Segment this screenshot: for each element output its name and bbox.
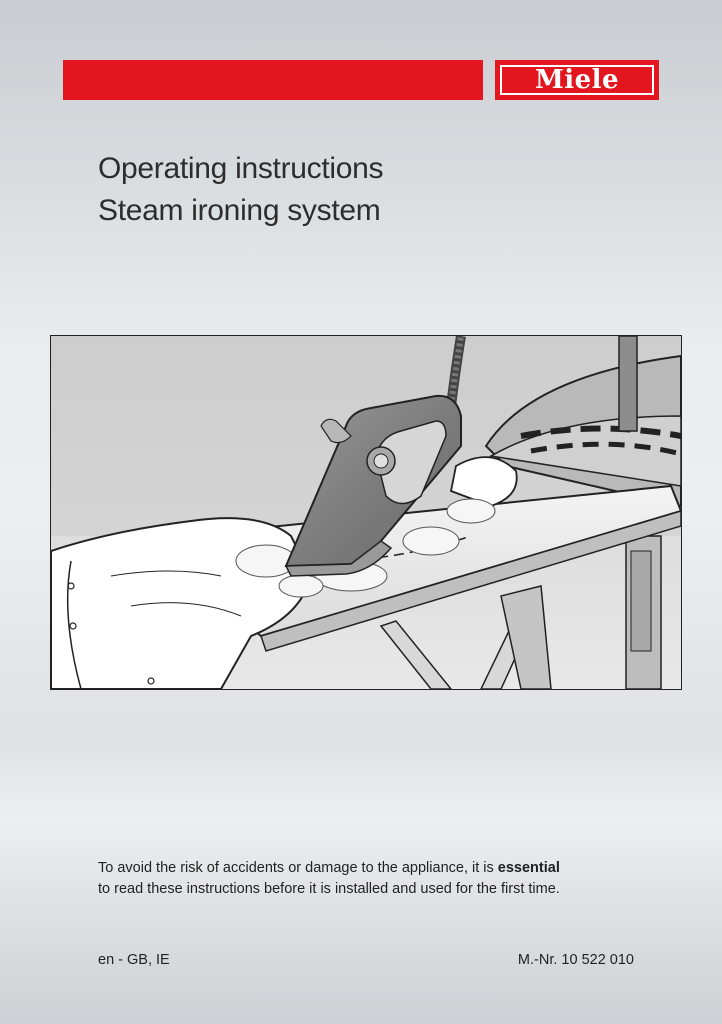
title-line-1: Operating instructions [98,152,384,185]
language-code: en - GB, IE [98,952,170,968]
material-number: M.-Nr. 10 522 010 [517,952,634,968]
warning-text-start: To avoid the risk of accidents or damage to the appliance, it is [98,860,498,876]
brand-logo-text: Miele [500,65,654,95]
iron-on-board-drawing [51,336,681,689]
cover-illustration [50,335,682,690]
brand-logo [495,60,659,100]
title-line-2: Steam ironing system [98,194,381,227]
document-title [98,148,383,232]
warning-text-end: to read these instructions before it is installed and used for the first time. [98,881,560,897]
header-red-bar [63,60,483,100]
safety-warning [98,858,658,900]
warning-emphasis: essential [497,860,560,876]
